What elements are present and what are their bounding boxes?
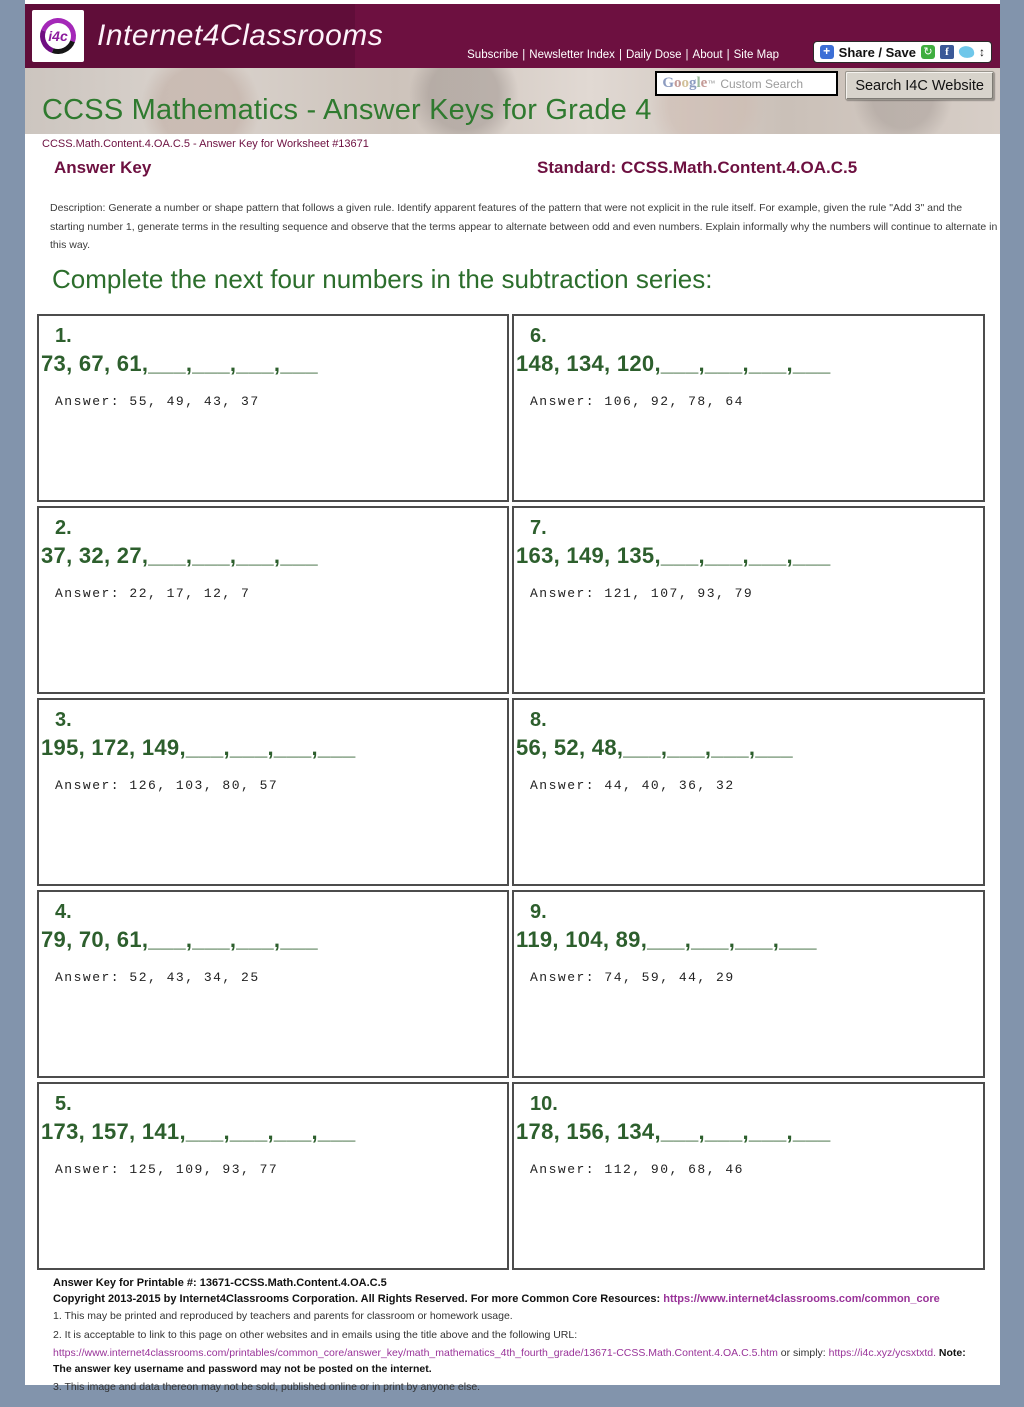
page-title: CCSS Mathematics - Answer Keys for Grade 4 [42, 94, 652, 126]
printable-id-line: Answer Key for Printable #: 13671-CCSS.Math.Content.4.OA.C.5 [53, 1277, 387, 1289]
nav-subscribe[interactable]: Subscribe [467, 49, 519, 61]
nav-separator: | [726, 49, 730, 61]
share-save-label: Share / Save [838, 44, 916, 60]
problem-series: 163, 149, 135,___,___,___,___ [516, 543, 831, 568]
problem-series: 173, 157, 141,___,___,___,___ [41, 1119, 356, 1144]
or-simply-text: or simply: [780, 1347, 826, 1359]
problem-box-6 [512, 314, 985, 502]
search-placeholder-text: Custom Search [720, 76, 804, 91]
common-core-link[interactable]: https://www.internet4classrooms.com/common_core [663, 1293, 940, 1305]
problem-answer: Answer: 112, 90, 68, 46 [530, 1162, 744, 1177]
share-plus-icon[interactable]: + [820, 45, 834, 59]
search-row [655, 71, 994, 100]
problem-number: 2. [55, 517, 72, 539]
site-header [25, 4, 1000, 68]
problem-series: 56, 52, 48,___,___,___,___ [516, 735, 793, 760]
nav-site-map[interactable]: Site Map [733, 49, 779, 61]
content-area [25, 0, 1000, 1393]
nav-separator: | [685, 49, 689, 61]
search-i4c-button[interactable]: Search I4C Website [845, 71, 994, 100]
problem-answer: Answer: 106, 92, 78, 64 [530, 394, 744, 409]
terms-item-2-urls [53, 1346, 983, 1377]
nav-separator: | [522, 49, 526, 61]
terms-item-1: 1. This may be printed and reproduced by teachers and parents for classroom or homework usage. [53, 1310, 513, 1322]
nav-separator: | [618, 49, 622, 61]
problem-box-3 [37, 698, 509, 886]
problem-series: 178, 156, 134,___,___,___,___ [516, 1119, 831, 1144]
i4c-logo-text: i4c [48, 28, 68, 44]
terms-item-2: 2. It is acceptable to link to this page on other websites and in emails using the title above and the following URL: [53, 1328, 578, 1341]
problem-answer: Answer: 22, 17, 12, 7 [55, 586, 251, 601]
problem-series: 195, 172, 149,___,___,___,___ [41, 735, 356, 760]
breadcrumb: CCSS.Math.Content.4.OA.C.5 - Answer Key for Worksheet #13671 [42, 138, 369, 150]
share-expand-arrows-icon[interactable]: ↕ [979, 45, 985, 59]
problems-grid [37, 314, 988, 1270]
problem-number: 7. [530, 517, 547, 539]
problem-answer: Answer: 52, 43, 34, 25 [55, 970, 260, 985]
problem-box-5 [37, 1082, 509, 1270]
problem-number: 6. [530, 325, 547, 347]
standard-description: Description: Generate a number or shape pattern that follows a given rule. Identify apparent features of the pattern that were not explicit in the rule itself. For example, given the rule "Add 3" and the starting number 1, generate terms in the resulting sequence and observe that the terms appear to alternate between odd and even numbers. Explain informally why the numbers will continue to alternate in this way. [50, 202, 998, 251]
problem-box-10 [512, 1082, 985, 1270]
problem-answer: Answer: 74, 59, 44, 29 [530, 970, 735, 985]
google-logo: Google [662, 75, 708, 91]
problem-answer: Answer: 125, 109, 93, 77 [55, 1162, 279, 1177]
facebook-icon[interactable]: f [940, 45, 954, 59]
problem-answer: Answer: 126, 103, 80, 57 [55, 778, 279, 793]
problem-series: 73, 67, 61,___,___,___,___ [41, 351, 318, 376]
i4c-logo[interactable] [32, 10, 84, 62]
share-save-widget[interactable] [813, 41, 992, 63]
problem-box-7 [512, 506, 985, 694]
problem-box-8 [512, 698, 985, 886]
problem-number: 4. [55, 901, 72, 923]
problem-number: 8. [530, 709, 547, 731]
problem-number: 3. [55, 709, 72, 731]
worksheet-instruction: Complete the next four numbers in the subtraction series: [52, 264, 713, 294]
problem-series: 148, 134, 120,___,___,___,___ [516, 351, 831, 376]
problem-number: 1. [55, 325, 72, 347]
top-nav [464, 49, 782, 61]
brand-name: Internet4Classrooms [97, 19, 384, 52]
nav-about[interactable]: About [692, 49, 723, 61]
problem-box-2 [37, 506, 509, 694]
problem-number: 10. [530, 1093, 558, 1115]
worksheet-url-link[interactable]: https://www.internet4classrooms.com/printables/common_core/answer_key/math_mathematics_4th_fourth_grade/13671-CCSS.Math.Content.4.OA.C.5.htm [53, 1347, 778, 1359]
footer [53, 1277, 983, 1399]
addtoany-icon[interactable]: ↻ [921, 45, 935, 59]
problem-number: 5. [55, 1093, 72, 1115]
short-url-link[interactable]: https://i4c.xyz/ycsxtxtd. [828, 1347, 936, 1359]
problem-box-4 [37, 890, 509, 1078]
google-tm-mark: ™ [707, 79, 716, 88]
google-search-input[interactable] [655, 71, 838, 96]
problem-answer: Answer: 55, 49, 43, 37 [55, 394, 260, 409]
banner [25, 68, 1000, 134]
problem-box-1 [37, 314, 509, 502]
twitter-bird-icon[interactable] [958, 45, 975, 59]
problem-series: 119, 104, 89,___,___,___,___ [516, 927, 817, 952]
copyright-text: Copyright 2013-2015 by Internet4Classrooms Corporation. All Rights Reserved. For more Common Core Resources: [53, 1293, 661, 1305]
problem-box-9 [512, 890, 985, 1078]
logo-block[interactable] [25, 4, 384, 68]
copyright-line [53, 1293, 983, 1305]
nav-newsletter-index[interactable]: Newsletter Index [529, 49, 615, 61]
terms-item-3: 3. This image and data thereon may not be sold, published online or in print by anyone else. [53, 1381, 481, 1393]
password-note: Note: The answer key username and password may not be posted on the internet. [53, 1347, 966, 1375]
problem-series: 37, 32, 27,___,___,___,___ [41, 543, 318, 568]
nav-daily-dose[interactable]: Daily Dose [625, 49, 682, 61]
problem-number: 9. [530, 901, 547, 923]
problem-series: 79, 70, 61,___,___,___,___ [41, 927, 318, 952]
answer-key-heading: Answer Key [54, 158, 152, 177]
standard-heading: Standard: CCSS.Math.Content.4.OA.C.5 [537, 158, 858, 177]
problem-answer: Answer: 121, 107, 93, 79 [530, 586, 754, 601]
problem-answer: Answer: 44, 40, 36, 32 [530, 778, 735, 793]
